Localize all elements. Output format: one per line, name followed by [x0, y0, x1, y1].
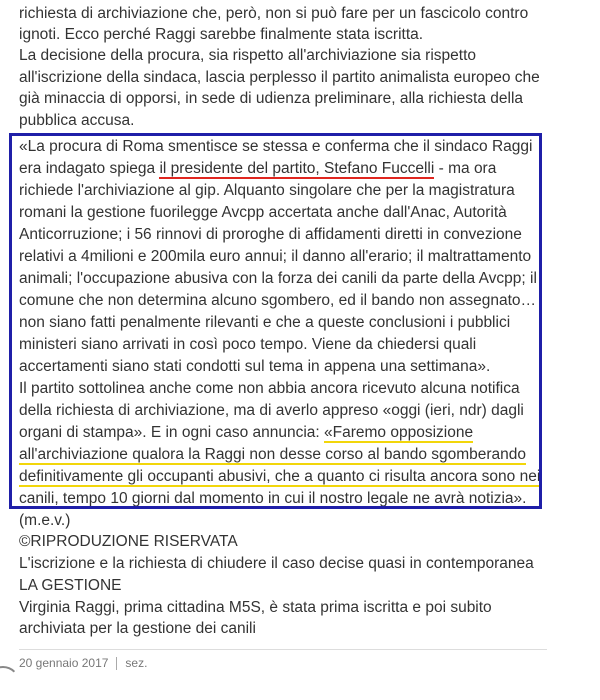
section-heading: LA GESTIONE	[19, 577, 122, 594]
quote-highlight-box	[9, 133, 542, 509]
opposition-highlight: all'archiviazione qualora la Raggi non desse corso al bando sgomberando	[19, 446, 527, 463]
quote-text: era indagato spiega	[19, 160, 160, 177]
opposition-highlight: «Faremo opposizione	[324, 424, 474, 441]
quote-line: non siano fatti penalmente rilevanti e che a queste conclusioni i pubblici	[19, 314, 511, 331]
publish-date: 20 gennaio 2017	[19, 656, 109, 670]
quote-line: romani la gestione fuorilegge Avcpp accertata anche dall'Anac, Autorità	[19, 204, 507, 221]
quote-line: Anticorruzione; i 56 rinnovi di proroghe di affidamenti diretti in convezione	[19, 226, 522, 243]
quote-line: relativi a 4milioni e 200mila euro annui; il danno all'erario; il maltrattamento	[19, 248, 532, 265]
paragraph-line: ignoti. Ecco perché Raggi sarebbe finalmente stata iscritta.	[19, 26, 424, 43]
meta-separator	[116, 657, 117, 670]
paragraph-line: all'iscrizione della sindaca, lascia perplesso il partito animalista europeo che	[19, 69, 540, 86]
photo-caption: L'iscrizione e la richiesta di chiudere il caso decise quasi in contemporanea	[19, 555, 534, 572]
president-name-highlight: il presidente del partito, Stefano Fuccelli	[159, 160, 435, 177]
quote-line: accertamenti siano stati condotti sul tema in appena una settimana».	[19, 358, 491, 375]
loading-arc-icon	[0, 666, 20, 700]
footer-divider	[19, 649, 547, 650]
paragraph-line: La decisione della procura, sia rispetto all'archiviazione sia rispetto	[19, 47, 477, 64]
author-initials: (m.e.v.)	[19, 512, 71, 529]
copyright-notice: ©RIPRODUZIONE RISERVATA	[19, 533, 238, 550]
photo-caption: Virginia Raggi, prima cittadina M5S, è stata prima iscritta e poi subito	[19, 599, 492, 616]
quote-line: Il partito sottolinea anche come non abbia ancora ricevuto alcuna notifica	[19, 380, 520, 397]
photo-caption: archiviata per la gestione dei canili	[19, 620, 256, 637]
opposition-highlight: canili, tempo 10 giorni dal momento in cui il nostro legale ne avrà notizia».	[19, 490, 527, 507]
quote-line: animali; l'occupazione abusiva con la forza dei canili da parte della Avcpp; il	[19, 270, 537, 287]
quote-text: - ma ora	[434, 160, 497, 177]
opposition-highlight: definitivamente gli occupanti abusivi, che a quanto ci risulta ancora sono nei	[19, 468, 541, 485]
quote-line: «La procura di Roma smentisce se stessa e conferma che il sindaco Raggi	[19, 138, 533, 155]
paragraph-line: richiesta di archiviazione che, però, non si può fare per un fascicolo contro	[19, 5, 529, 22]
quote-line: della richiesta di archiviazione, ma di averlo appreso «oggi (ieri, ndr) dagli	[19, 402, 524, 419]
section-link[interactable]: sez.	[125, 656, 148, 670]
paragraph-line: pubblica accusa.	[19, 112, 135, 129]
article-meta	[19, 656, 147, 670]
quote-text: organi di stampa». E in ogni caso annuncia:	[19, 424, 325, 441]
quote-line: ministeri siano arrivati in così poco tempo. Viene da chiedersi quali	[19, 336, 477, 353]
quote-line: richiede l'archiviazione al gip. Alquanto singolare che per la magistratura	[19, 182, 515, 199]
paragraph-line: già minaccia di opporsi, in sede di udienza preliminare, alla richiesta della	[19, 90, 524, 107]
quote-line: comune che non determina alcuno sgombero, ed il bando non assegnato…	[19, 292, 537, 309]
